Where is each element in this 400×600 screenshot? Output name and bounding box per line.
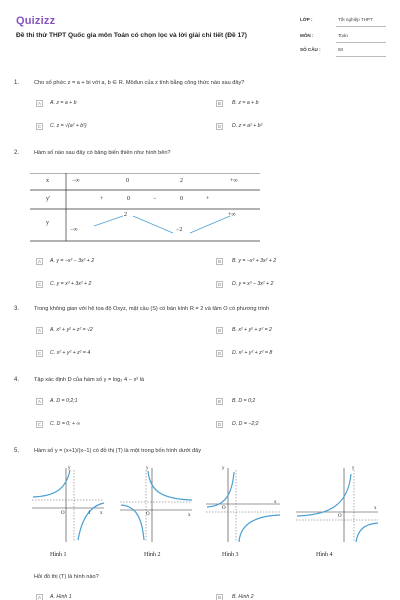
option-text[interactable]: D. x² + y² + z² = 8 [232,350,273,356]
table-x-value: 0 [126,178,129,184]
figure-caption: Hình 2 [144,552,161,558]
option-text[interactable]: A. Hình 1 [50,594,72,600]
table-y-value: +∞ [228,212,236,218]
table-y-value: −∞ [70,227,78,233]
option-text[interactable]: C. z = √(a² + b²) [50,123,87,129]
meta-underline [336,42,386,43]
option-text[interactable]: C. D = 0; + ∞ [50,421,81,427]
meta-underline [336,26,386,27]
option-box[interactable]: B [216,398,223,405]
axis-x-label: x [374,506,377,511]
option-text[interactable]: B. y = −x³ + 3x² + 2 [232,258,277,264]
axis-x-label: x [274,500,277,505]
table-yp-sign: 0 [180,196,183,202]
option-box[interactable]: A [36,398,43,405]
option-text[interactable]: D. z = a² + b² [232,123,263,129]
option-box[interactable]: A [36,258,43,265]
axis-origin-label: O [146,512,150,517]
option-text[interactable]: C. x² + y² + z² = 4 [50,350,91,356]
meta-value-subject: Toán [338,33,348,38]
axis-y-label: y [146,466,149,471]
option-text[interactable]: A. z = a + b [50,100,77,106]
quizizz-logo: Quizizz [16,15,56,27]
axis-origin-label: O [338,514,342,519]
option-box[interactable]: B [216,594,223,600]
axis-origin-label: O [222,506,226,511]
option-text[interactable]: B. D = 0;2 [232,398,256,404]
graph-figure-3 [204,466,282,544]
graph-figure-2 [118,466,194,544]
option-box[interactable]: A [36,594,43,600]
variation-table-grid [30,173,260,243]
axis-y-label: y [68,466,71,471]
question-text: Tập xác định D của hàm số y = log₂ 4 − x² là [34,377,145,383]
option-text[interactable]: B. x² + y² + z² = 2 [232,327,272,333]
option-text[interactable]: D. D = −2;2 [232,421,259,427]
question-text: Hàm số nào sau đây có bảng biến thiên như hình bên? [34,150,171,156]
graph-figure-1 [30,466,106,544]
table-yp-label: y' [46,196,51,202]
option-box[interactable]: B [216,258,223,265]
axis-y-label: y [222,466,225,471]
question-number: 4. [14,377,20,383]
table-x-value: 2 [180,178,183,184]
figure-caption: Hình 4 [316,552,333,558]
option-box[interactable]: B [216,100,223,107]
question-followup: Hỏi đồ thị (T) là hình nào? [34,574,99,580]
option-box[interactable]: C [37,282,42,287]
table-yp-sign: + [100,196,104,202]
question-text: Trong không gian với hệ tọa độ Oxyz, mặt cầu (S) có bán kính R = 2 và tâm O có phương trình [34,306,270,312]
option-box[interactable]: A [36,100,43,107]
option-box[interactable]: D [217,282,222,287]
page-title: Đề thi thử THPT Quốc gia môn Toán có chọn lọc và lời giải chi tiết (Đề 17) [16,32,247,39]
option-box[interactable]: B [216,327,223,334]
meta-value-count: 50 [338,47,344,52]
option-text[interactable]: B. z = a + b [232,100,259,106]
table-yp-sign: + [206,196,210,202]
question-text: Hàm số y = (x+1)/(x−1) có đồ thị (T) là một trong bốn hình dưới đây [34,448,202,454]
question-number: 5. [14,448,20,454]
table-y-value: 2 [124,212,127,218]
graph-figure-4 [294,466,380,544]
meta-label-subject: MÔN : [300,33,314,38]
option-box[interactable]: A [36,327,43,334]
meta-label-count: SỐ CÂU : [300,47,321,52]
axis-x-label: x [100,511,103,516]
question-number: 1. [14,80,20,86]
table-x-label: x [46,178,49,184]
option-text[interactable]: C. y = x³ + 3x² + 2 [50,281,92,287]
meta-underline [336,56,386,57]
table-x-value: −∞ [72,178,80,184]
question-number: 2. [14,150,20,156]
option-text[interactable]: D. y = x³ − 3x² + 2 [232,281,274,287]
option-text[interactable]: A. x² + y² + z² = √2 [50,327,93,333]
option-box[interactable]: C [37,124,42,129]
question-number: 3. [14,306,20,312]
option-text[interactable]: A. y = −x³ − 3x² + 2 [50,258,95,264]
option-text[interactable]: A. D = 0;2;1 [50,398,78,404]
axis-x-label: x [188,513,191,518]
meta-label-class: LỚP : [300,17,313,22]
question-text: Cho số phức z = a + bi với a, b ∈ R. Môđun của z tính bằng công thức nào sau đây? [34,80,245,86]
option-box[interactable]: D [217,124,222,129]
axis-one-label: 1 [88,511,91,516]
table-y-value: −2 [176,227,183,233]
figure-caption: Hình 3 [222,552,239,558]
option-box[interactable]: D [217,422,222,427]
figure-caption: Hình 1 [50,552,67,558]
table-yp-sign: − [153,196,157,202]
table-x-value: +∞ [230,178,238,184]
option-text[interactable]: B. Hình 2 [232,594,254,600]
axis-origin-label: O [61,511,65,516]
option-box[interactable]: C [37,351,42,356]
meta-value-class: Tốt nghiệp THPT [338,17,373,22]
table-y-label: y [46,220,49,226]
table-yp-sign: 0 [127,196,130,202]
option-box[interactable]: C [37,422,42,427]
option-box[interactable]: D [217,351,222,356]
axis-y-label: y [352,466,355,471]
